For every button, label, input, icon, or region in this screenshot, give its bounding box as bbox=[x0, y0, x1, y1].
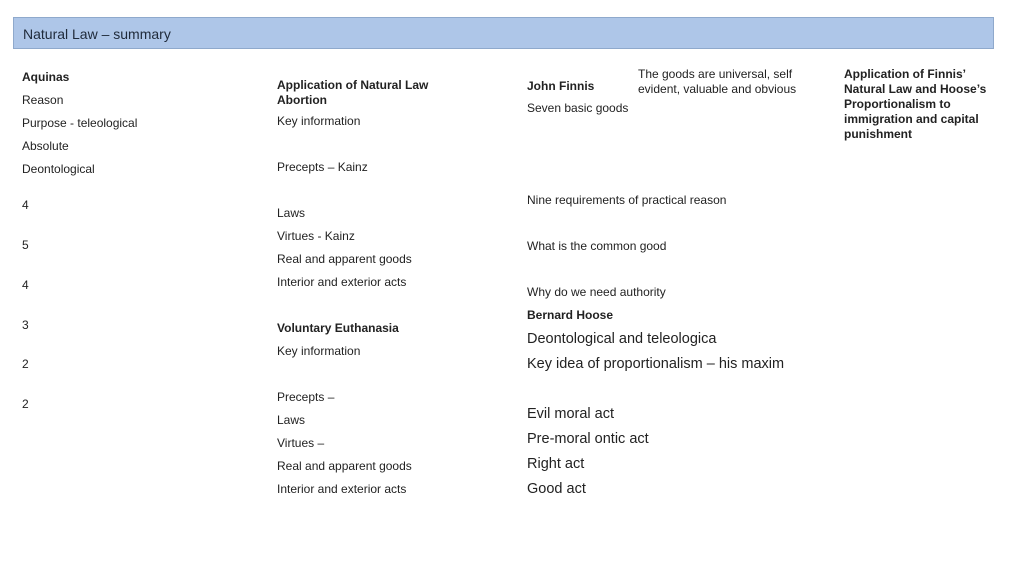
aquinas-number: 3 bbox=[22, 318, 29, 332]
hoose-heading: Bernard Hoose bbox=[527, 308, 614, 322]
hoose-act: Pre-moral ontic act bbox=[527, 431, 649, 447]
aquinas-item: Purpose - teleological bbox=[22, 116, 138, 130]
abortion-heading: Abortion bbox=[277, 93, 327, 107]
euthanasia-item: Laws bbox=[277, 413, 306, 427]
finnis-application-heading: Application of Finnis’ Natural Law and Hoose’s Proportionalism to immigration and capital punishment bbox=[844, 67, 987, 141]
euthanasia-item: Key information bbox=[277, 344, 361, 358]
aquinas-number: 4 bbox=[22, 278, 29, 292]
aquinas-item: Deontological bbox=[22, 162, 95, 176]
abortion-item: Real and apparent goods bbox=[277, 252, 412, 266]
euthanasia-item: Interior and exterior acts bbox=[277, 482, 407, 496]
abortion-item: Virtues - Kainz bbox=[277, 229, 355, 243]
abortion-item: Precepts – Kainz bbox=[277, 160, 368, 174]
hoose-item: Deontological and teleologica bbox=[527, 331, 717, 347]
finnis-item: What is the common good bbox=[527, 239, 667, 253]
hoose-act: Right act bbox=[527, 456, 585, 472]
page-title: Natural Law – summary bbox=[23, 26, 171, 42]
aquinas-item: Absolute bbox=[22, 139, 69, 153]
hoose-act: Good act bbox=[527, 481, 586, 497]
finnis-goods-note: The goods are universal, self evident, valuable and obvious bbox=[638, 67, 797, 96]
aquinas-item: Reason bbox=[22, 93, 64, 107]
aquinas-number: 5 bbox=[22, 238, 29, 252]
aquinas-number: 4 bbox=[22, 198, 29, 212]
euthanasia-item: Real and apparent goods bbox=[277, 459, 412, 473]
abortion-item: Key information bbox=[277, 114, 361, 128]
euthanasia-item: Precepts – bbox=[277, 390, 335, 404]
aquinas-number: 2 bbox=[22, 357, 29, 371]
finnis-goods: Seven basic goods bbox=[527, 101, 629, 115]
hoose-item: Key idea of proportionalism – his maxim bbox=[527, 356, 785, 372]
euthanasia-heading: Voluntary Euthanasia bbox=[277, 321, 399, 335]
aquinas-heading: Aquinas bbox=[22, 70, 70, 84]
hoose-act: Evil moral act bbox=[527, 406, 615, 422]
finnis-item: Nine requirements of practical reason bbox=[527, 193, 727, 207]
title-bar bbox=[13, 17, 994, 49]
application-heading: Application of Natural Law bbox=[277, 78, 429, 92]
abortion-item: Interior and exterior acts bbox=[277, 275, 407, 289]
abortion-item: Laws bbox=[277, 206, 306, 220]
aquinas-number: 2 bbox=[22, 397, 29, 411]
finnis-item: Why do we need authority bbox=[527, 285, 666, 299]
euthanasia-item: Virtues – bbox=[277, 436, 325, 450]
finnis-heading: John Finnis bbox=[527, 79, 595, 93]
